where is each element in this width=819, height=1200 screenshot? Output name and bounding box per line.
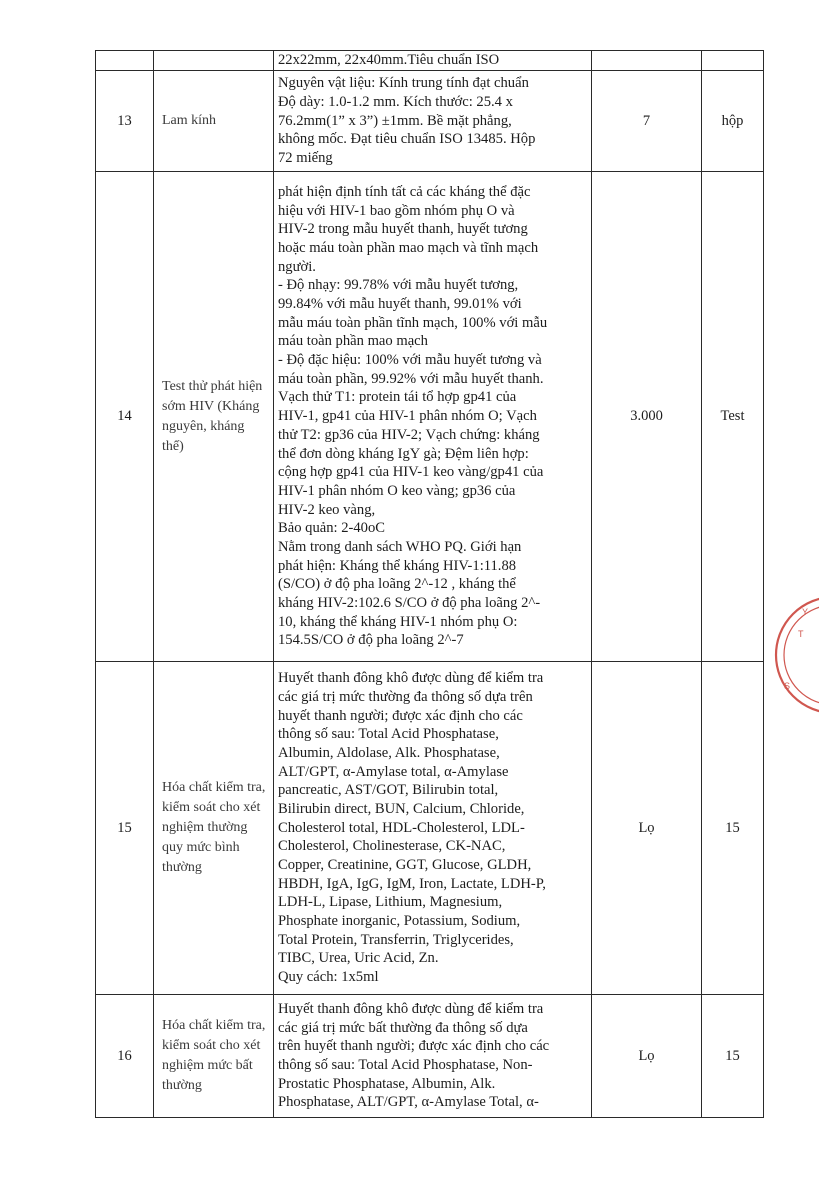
spec-line: máu toàn phần, 99.92% với mẫu huyết thanh. [278, 370, 544, 387]
spec-line: 22x22mm, 22x40mm.Tiêu chuẩn ISO [278, 52, 500, 69]
spec-line: 10, kháng thể kháng HIV-1 nhóm phụ O: [278, 613, 518, 630]
spec-line: - Độ đặc hiệu: 100% với mẫu huyết tương và [278, 352, 542, 369]
cell-unit: 15 [702, 662, 764, 995]
spec-line: hiệu với HIV-1 bao gồm nhóm phụ O và [278, 202, 515, 219]
spec-line: Total Protein, Transferrin, Triglycerides, [278, 931, 514, 948]
spec-line: các giá trị mức bất thường đa thông số dựa [278, 1019, 528, 1036]
table-row [96, 662, 764, 995]
spec-line: Vạch thử T1: protein tái tổ hợp gp41 của [278, 389, 517, 406]
spec-line: các giá trị mức thường đa thông số dựa trên [278, 688, 533, 705]
spec-line: Bảo quản: 2-40oC [278, 520, 386, 537]
cell-spec [274, 51, 592, 71]
spec-line: Bilirubin direct, BUN, Calcium, Chloride, [278, 800, 525, 817]
spec-line: trên huyết thanh người; được xác định cho các [278, 1038, 550, 1055]
cell-name [154, 51, 274, 71]
spec-line: 154.5S/CO ở độ pha loãng 2^-7 [278, 632, 464, 649]
spec-line: phát hiện định tính tất cả các kháng thể đặc [278, 183, 531, 200]
spec-line: Độ dày: 1.0-1.2 mm. Kích thước: 25.4 x [278, 93, 513, 110]
table-row [96, 51, 764, 71]
spec-line: Cholesterol, Cholinesterase, CK-NAC, [278, 838, 506, 855]
cell-no: 13 [96, 71, 154, 172]
spec-line: Nguyên vật liệu: Kính trung tính đạt chuẩn [278, 75, 529, 92]
spec-line: người. [278, 258, 316, 275]
cell-no [96, 51, 154, 71]
spec-line: thể đơn dòng kháng IgY gà; Đệm liên hợp: [278, 445, 529, 462]
spec-line: Albumin, Aldolase, Alk. Phosphatase, [278, 744, 500, 761]
table-body [96, 51, 764, 1118]
spec-line: Huyết thanh đông khô được dùng để kiểm tra [278, 1000, 544, 1017]
spec-line: HBDH, IgA, IgG, IgM, Iron, Lactate, LDH-P, [278, 875, 546, 892]
spec-line: Nằm trong danh sách WHO PQ. Giới hạn [278, 538, 522, 555]
spec-line: kháng HIV-2:102.6 S/CO ở độ pha loãng 2^- [278, 595, 541, 612]
table-row [96, 71, 764, 172]
stamp-letter: Y [802, 607, 809, 617]
stamp-letter: T [798, 629, 804, 639]
cell-spec [274, 172, 592, 662]
stamp-outer-ring [776, 597, 819, 713]
spec-line: hoặc máu toàn phần mao mạch và tĩnh mạch [278, 239, 539, 256]
cell-unit: hộp [702, 71, 764, 172]
spec-line: Copper, Creatinine, GGT, Glucose, GLDH, [278, 857, 532, 874]
spec-line: phát hiện: Kháng thể kháng HIV-1:11.88 [278, 557, 517, 574]
spec-line: pancreatic, AST/GOT, Bilirubin total, [278, 782, 499, 799]
official-stamp-seal [768, 585, 819, 725]
spec-line: máu toàn phần mao mạch [278, 333, 428, 350]
cell-spec [274, 662, 592, 995]
spec-line: - Độ nhạy: 99.78% với mẫu huyết tương, [278, 277, 519, 294]
spec-line: ALT/GPT, α-Amylase total, α-Amylase [278, 763, 509, 780]
spec-line: HIV-2 keo vàng, [278, 501, 376, 518]
spec-line: TIBC, Urea, Uric Acid, Zn. [278, 950, 439, 967]
cell-name: Test thử phát hiện sớm HIV (Kháng nguyên, kháng thể) [154, 172, 274, 662]
stamp-letter: S [784, 681, 791, 691]
spec-line: 76.2mm(1” x 3”) ±1mm. Bề mặt phẳng, [278, 112, 512, 129]
spec-line: cộng hợp gp41 của HIV-1 keo vàng/gp41 của [278, 464, 544, 481]
spec-line: thử T2: gp36 của HIV-2; Vạch chứng: kháng [278, 426, 540, 443]
cell-no: 16 [96, 995, 154, 1118]
table-row [96, 995, 764, 1118]
spec-line: huyết thanh người; được xác định cho các [278, 707, 523, 724]
spec-line: thông số sau: Total Acid Phosphatase, [278, 726, 499, 743]
spec-line: HIV-1 phân nhóm O keo vàng; gp36 của [278, 482, 516, 499]
spec-line: mẫu máu toàn phần tĩnh mạch, 100% với mẫu [278, 314, 548, 331]
cell-spec [274, 995, 592, 1118]
spec-line: Quy cách: 1x5ml [278, 969, 379, 986]
table-row [96, 172, 764, 662]
spec-line: LDH-L, Lipase, Lithium, Magnesium, [278, 894, 503, 911]
spec-line: HIV-2 trong mẫu huyết thanh, huyết tương [278, 221, 528, 238]
cell-qty: Lọ [592, 995, 702, 1118]
spec-line: (S/CO) ở độ pha loãng 2^-12 , kháng thể [278, 576, 516, 593]
cell-name: Hóa chất kiểm tra, kiểm soát cho xét nghiệm thường quy mức bình thường [154, 662, 274, 995]
spec-line: Cholesterol total, HDL-Cholesterol, LDL- [278, 819, 525, 836]
spec-line: 99.84% với mẫu huyết thanh, 99.01% với [278, 296, 522, 313]
spec-line: thông số sau: Total Acid Phosphatase, Non- [278, 1057, 533, 1073]
cell-unit: 15 [702, 995, 764, 1118]
spec-line: Prostatic Phosphatase, Albumin, Alk. [278, 1075, 496, 1092]
cell-no: 15 [96, 662, 154, 995]
cell-unit [702, 51, 764, 71]
spec-line: HIV-1, gp41 của HIV-1 phân nhóm O; Vạch [278, 408, 537, 425]
cell-qty [592, 51, 702, 71]
cell-spec [274, 71, 592, 172]
spec-line: Phosphatase, ALT/GPT, α-Amylase Total, α- [278, 1094, 539, 1111]
cell-name: Lam kính [154, 71, 274, 172]
spec-line: Huyết thanh đông khô được dùng để kiểm tra [278, 670, 544, 687]
cell-unit: Test [702, 172, 764, 662]
cell-qty: Lọ [592, 662, 702, 995]
cell-qty: 7 [592, 71, 702, 172]
equipment-table [95, 50, 764, 1118]
cell-no: 14 [96, 172, 154, 662]
cell-qty: 3.000 [592, 172, 702, 662]
spec-line: không mốc. Đạt tiêu chuẩn ISO 13485. Hộp [278, 131, 536, 148]
cell-name: Hóa chất kiểm tra, kiểm soát cho xét nghiệm mức bất thường [154, 995, 274, 1118]
spec-line: Phosphate inorganic, Potassium, Sodium, [278, 913, 521, 930]
spec-line: 72 miếng [278, 150, 333, 167]
